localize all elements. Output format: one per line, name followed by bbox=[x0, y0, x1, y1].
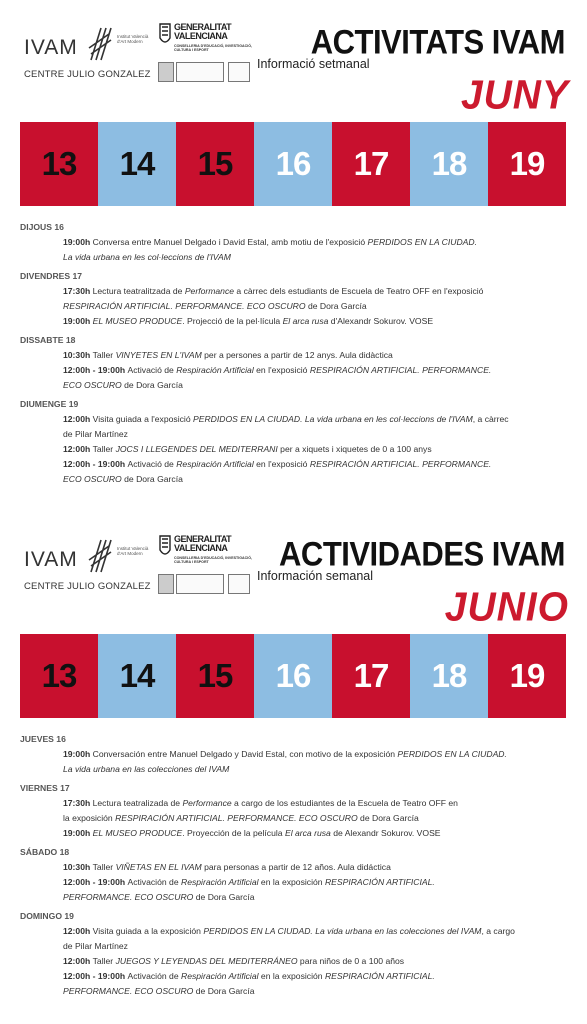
event-text: JUEGOS Y LEYENDAS DEL MEDITERRÁNEO bbox=[115, 956, 298, 966]
day-cell: 13 bbox=[20, 634, 98, 718]
ministry-logo bbox=[176, 574, 224, 594]
event-text: EL MUSEO PRODUCE bbox=[92, 828, 183, 838]
event-text: Respiración Artificial bbox=[181, 877, 259, 887]
event-item-continued bbox=[20, 299, 570, 314]
event-text: Activación de bbox=[127, 877, 181, 887]
event-text: en la exposición bbox=[258, 971, 325, 981]
event-item-continued bbox=[20, 811, 570, 826]
event-time: 12:00h bbox=[63, 956, 93, 966]
event-text: RESPIRACIÓN ARTIFICIAL. PERFORMANCE. ECO OSCURO bbox=[63, 301, 306, 311]
day-cell: 15 bbox=[176, 634, 254, 718]
event-item-continued bbox=[20, 762, 570, 777]
day-heading: SÁBADO 18 bbox=[20, 847, 70, 857]
event-text: Respiración Artificial bbox=[176, 365, 254, 375]
event-time: 12:00h - 19:00h bbox=[63, 459, 128, 469]
day-heading: DIJOUS 16 bbox=[20, 222, 64, 232]
event-text: Lectura teatralizada de bbox=[92, 798, 183, 808]
event-text: PERDIDOS EN LA CIUDAD. La vida urbana en las colecciones del IVAM bbox=[203, 926, 482, 936]
day-cell: 18 bbox=[410, 634, 488, 718]
event-text: PERDIDOS EN LA CIUDAD. La vida urbana en les col·leccions de l'IVAM bbox=[193, 414, 473, 424]
event-text: de Dora García bbox=[193, 986, 255, 996]
event-item-continued bbox=[20, 472, 570, 487]
event-text: para niños de 0 a 100 años bbox=[297, 956, 405, 966]
event-text: en la exposición bbox=[258, 877, 325, 887]
event-text: RESPIRACIÓN ARTIFICIAL. PERFORMANCE. bbox=[309, 365, 492, 375]
event-text: EL MUSEO PRODUCE bbox=[92, 316, 183, 326]
event-text: de Alexandr Sokurov. VOSE bbox=[330, 828, 441, 838]
event-text: Conversa entre Manuel Delgado i David Estal, amb motiu de l'exposició bbox=[92, 237, 368, 247]
event-text: a cargo de los estudiantes de la Escuela de Teatro OFF en bbox=[231, 798, 458, 808]
event-text: VINYETES EN L'IVAM bbox=[115, 350, 202, 360]
event-text: ECO OSCURO bbox=[63, 380, 122, 390]
event-text: Conversación entre Manuel Delgado y David Estal, con motivo de la exposición bbox=[92, 749, 398, 759]
day-heading: DIVENDRES 17 bbox=[20, 271, 83, 281]
event-text: . Projecció de la pel·lícula bbox=[182, 316, 283, 326]
event-text: d'Alexandr Sokurov. VOSE bbox=[328, 316, 434, 326]
day-cell: 14 bbox=[98, 634, 176, 718]
ivam-mark-icon bbox=[87, 24, 113, 64]
event-text: Visita guiada a l'exposició bbox=[92, 414, 193, 424]
event-text: Taller bbox=[92, 862, 116, 872]
event-time: 10:30h bbox=[63, 350, 93, 360]
event-time: 10:30h bbox=[63, 862, 93, 872]
event-text: Taller bbox=[92, 350, 116, 360]
institution-logo bbox=[228, 62, 250, 82]
event-time: 19:00h bbox=[63, 316, 93, 326]
event-list bbox=[20, 730, 570, 1001]
day-cell: 13 bbox=[20, 122, 98, 206]
ivam-logo bbox=[24, 534, 154, 594]
generalitat-logo bbox=[158, 22, 253, 84]
generalitat-logo bbox=[158, 534, 253, 596]
event-text: per a xiquets i xiquetes de 0 a 100 anys bbox=[277, 444, 432, 454]
generalitat-shield-icon bbox=[158, 22, 172, 48]
day-heading: DISSABTE 18 bbox=[20, 335, 76, 345]
event-time: 19:00h bbox=[63, 828, 93, 838]
event-time: 12:00h bbox=[63, 444, 93, 454]
event-text: Respiración Artificial bbox=[181, 971, 259, 981]
event-text: Taller bbox=[92, 444, 116, 454]
event-text: Activación de bbox=[127, 971, 181, 981]
event-time: 19:00h bbox=[63, 749, 93, 759]
event-time: 17:30h bbox=[63, 798, 93, 808]
event-item bbox=[20, 747, 570, 762]
event-text: de Dora García bbox=[121, 380, 183, 390]
ivam-logo-word: IVAM bbox=[24, 36, 78, 59]
event-item bbox=[20, 457, 570, 472]
event-text: en l'exposició bbox=[253, 365, 310, 375]
event-item bbox=[20, 860, 570, 875]
ivam-logo-word: IVAM bbox=[24, 548, 78, 571]
month-label: JUNY bbox=[460, 72, 569, 119]
event-time: 12:00h bbox=[63, 926, 93, 936]
event-item bbox=[20, 826, 570, 841]
event-text: , a cargo bbox=[481, 926, 515, 936]
event-text: El arca rusa bbox=[282, 316, 329, 326]
day-cell: 16 bbox=[254, 634, 332, 718]
event-item bbox=[20, 954, 570, 969]
event-text: de Pilar Martínez bbox=[63, 429, 128, 439]
ministry-logo bbox=[176, 62, 224, 82]
day-cell: 19 bbox=[488, 122, 566, 206]
event-item bbox=[20, 363, 570, 378]
event-item bbox=[20, 924, 570, 939]
event-item-continued bbox=[20, 890, 570, 905]
event-text: Respiración Artificial bbox=[176, 459, 254, 469]
event-item-continued bbox=[20, 427, 570, 442]
day-cell: 19 bbox=[488, 634, 566, 718]
event-time: 12:00h - 19:00h bbox=[63, 365, 128, 375]
event-list bbox=[20, 218, 570, 489]
event-item bbox=[20, 442, 570, 457]
ivam-logo bbox=[24, 22, 154, 82]
event-item bbox=[20, 796, 570, 811]
event-text: ECO OSCURO bbox=[63, 474, 122, 484]
event-text: VIÑETAS EN EL IVAM bbox=[115, 862, 202, 872]
event-text: Lectura teatralitzada de bbox=[92, 286, 185, 296]
ivam-centre-name: CENTRE JULIO GONZALEZ bbox=[24, 69, 151, 80]
generalitat-name: GENERALITAT VALENCIANA bbox=[174, 22, 232, 41]
event-text: . Proyección de la película bbox=[182, 828, 285, 838]
event-item bbox=[20, 412, 570, 427]
event-text: PERFORMANCE. ECO OSCURO bbox=[63, 892, 194, 902]
government-logos bbox=[158, 574, 253, 594]
page-subtitle: Información semanal bbox=[257, 569, 374, 583]
government-emblem-icon bbox=[158, 62, 174, 82]
event-text: RESPIRACIÓN ARTIFICIAL. PERFORMANCE. ECO OSCURO bbox=[115, 813, 358, 823]
conselleria-name: CONSELLERIA D'EDUCACIÓ, INVESTIGACIÓ, CULTURA I ESPORT bbox=[174, 556, 252, 565]
day-cell: 17 bbox=[332, 122, 410, 206]
institution-logo bbox=[228, 574, 250, 594]
day-strip bbox=[20, 634, 566, 718]
day-heading: JUEVES 16 bbox=[20, 734, 66, 744]
day-strip bbox=[20, 122, 566, 206]
event-text: Performance bbox=[182, 798, 232, 808]
event-item bbox=[20, 284, 570, 299]
event-text: Activació de bbox=[127, 459, 177, 469]
event-text: Taller bbox=[92, 956, 116, 966]
day-cell: 15 bbox=[176, 122, 254, 206]
day-cell: 14 bbox=[98, 122, 176, 206]
day-heading: VIERNES 17 bbox=[20, 783, 70, 793]
event-time: 19:00h bbox=[63, 237, 93, 247]
generalitat-name: GENERALITAT VALENCIANA bbox=[174, 534, 232, 553]
conselleria-name: CONSELLERIA D'EDUCACIÓ, INVESTIGACIÓ, CULTURA I ESPORT bbox=[174, 44, 252, 53]
event-text: de Dora García bbox=[357, 813, 419, 823]
event-item-continued bbox=[20, 939, 570, 954]
event-text: La vida urbana en las colecciones del IVAM bbox=[63, 764, 230, 774]
day-cell: 17 bbox=[332, 634, 410, 718]
event-item-continued bbox=[20, 984, 570, 999]
ivam-centre-name: CENTRE JULIO GONZALEZ bbox=[24, 581, 151, 592]
event-text: de Dora García bbox=[121, 474, 183, 484]
event-text: RESPIRACIÓN ARTIFICIAL. bbox=[324, 877, 435, 887]
day-cell: 18 bbox=[410, 122, 488, 206]
event-text: , a càrrec bbox=[472, 414, 509, 424]
event-text: en l'exposició bbox=[253, 459, 310, 469]
event-time: 12:00h - 19:00h bbox=[63, 971, 128, 981]
event-text: de Dora García bbox=[193, 892, 255, 902]
ivam-institute-name: Institut Valencià d'Art Modern bbox=[117, 546, 149, 557]
day-heading: DIUMENGE 19 bbox=[20, 399, 79, 409]
poster-spanish bbox=[0, 512, 587, 1024]
day-heading: DOMINGO 19 bbox=[20, 911, 74, 921]
event-text: PERDIDOS EN LA CIUDAD. bbox=[367, 237, 478, 247]
ivam-mark-icon bbox=[87, 536, 113, 576]
event-time: 17:30h bbox=[63, 286, 93, 296]
event-text: El arca rusa bbox=[284, 828, 331, 838]
event-item bbox=[20, 969, 570, 984]
event-text: RESPIRACIÓN ARTIFICIAL. bbox=[324, 971, 435, 981]
event-item bbox=[20, 314, 570, 329]
event-text: Activació de bbox=[127, 365, 177, 375]
event-text: para personas a partir de 12 años. Aula didáctica bbox=[201, 862, 391, 872]
page-subtitle: Informació setmanal bbox=[257, 57, 370, 71]
page-title: ACTIVIDADES IVAM bbox=[279, 534, 565, 574]
event-text: PERDIDOS EN LA CIUDAD. bbox=[397, 749, 507, 759]
event-item bbox=[20, 875, 570, 890]
event-text: PERFORMANCE. ECO OSCURO bbox=[63, 986, 194, 996]
event-text: JOCS I LLEGENDES DEL MEDITERRANI bbox=[115, 444, 278, 454]
event-item-continued bbox=[20, 250, 570, 265]
month-label: JUNIO bbox=[444, 584, 569, 631]
generalitat-shield-icon bbox=[158, 534, 172, 560]
event-text: la exposición bbox=[63, 813, 116, 823]
event-item bbox=[20, 348, 570, 363]
event-item bbox=[20, 235, 570, 250]
event-text: La vida urbana en les col·leccions de l'IVAM bbox=[63, 252, 231, 262]
event-text: de Pilar Martínez bbox=[63, 941, 128, 951]
event-text: de Dora García bbox=[305, 301, 367, 311]
government-logos bbox=[158, 62, 253, 82]
event-text: RESPIRACIÓN ARTIFICIAL. PERFORMANCE. bbox=[309, 459, 492, 469]
ivam-institute-name: Institut Valencià d'Art Modern bbox=[117, 34, 149, 45]
event-time: 12:00h - 19:00h bbox=[63, 877, 128, 887]
day-cell: 16 bbox=[254, 122, 332, 206]
event-item-continued bbox=[20, 378, 570, 393]
government-emblem-icon bbox=[158, 574, 174, 594]
page-title: ACTIVITATS IVAM bbox=[310, 22, 565, 62]
event-time: 12:00h bbox=[63, 414, 93, 424]
event-text: a càrrec dels estudiants de Escuela de Teatro OFF en l'exposició bbox=[234, 286, 484, 296]
event-text: Performance bbox=[184, 286, 235, 296]
event-text: per a persones a partir de 12 anys. Aula didàctica bbox=[201, 350, 393, 360]
event-text: Visita guiada a la exposición bbox=[92, 926, 204, 936]
